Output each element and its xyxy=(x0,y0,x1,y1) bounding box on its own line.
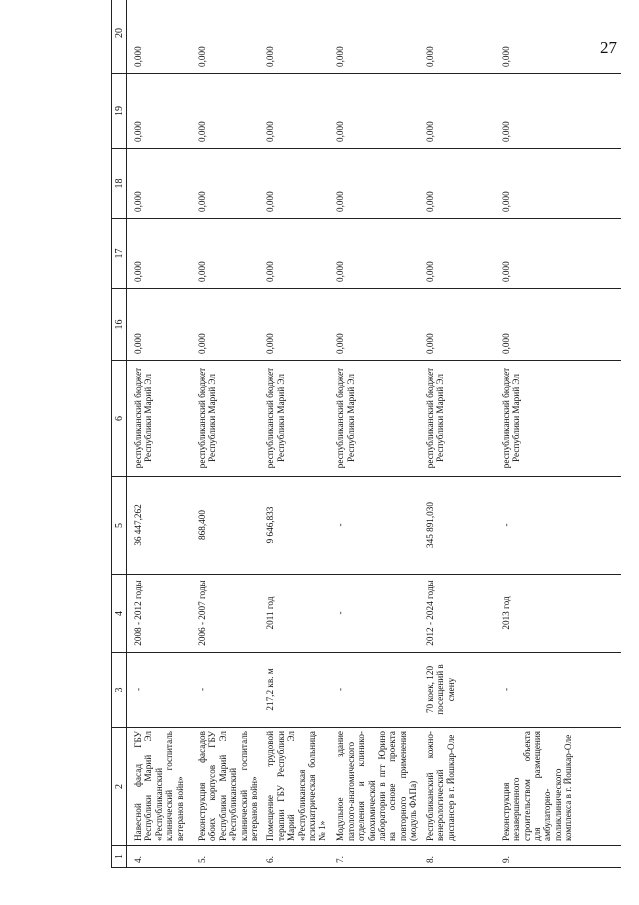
cost: 868,400 xyxy=(191,477,259,575)
value-col-20: 0,000 xyxy=(329,0,418,74)
object-name: Помещение трудовой терапии ГБУ Республики Марий Эл «Республиканская психиатрическая больница № 1» xyxy=(259,728,329,846)
row-number: 8. xyxy=(419,846,495,868)
cost: 345 891,030 xyxy=(419,477,495,575)
value-col-17: 0,000 xyxy=(127,219,192,289)
cost: - xyxy=(495,477,621,575)
capacity: - xyxy=(127,653,192,728)
value-col-17: 0,000 xyxy=(191,219,259,289)
capacity: - xyxy=(191,653,259,728)
row-number: 9. xyxy=(495,846,621,868)
header-cell: 6 xyxy=(112,361,127,477)
header-cell: 3 xyxy=(112,653,127,728)
cost: 9 646,833 xyxy=(259,477,329,575)
value-col-20: 0,000 xyxy=(191,0,259,74)
table-row xyxy=(495,0,621,868)
table-row xyxy=(419,0,495,868)
period: 2008 - 2012 годы xyxy=(127,575,192,653)
value-col-16: 0,000 xyxy=(191,289,259,361)
row-number: 7. xyxy=(329,846,418,868)
funding-source: республиканский бюджет Республики Марий Эл xyxy=(329,361,418,477)
value-col-19: 0,000 xyxy=(419,74,495,149)
value-col-17: 0,000 xyxy=(419,219,495,289)
capacity: - xyxy=(495,653,621,728)
capacity: 70 коек, 120 посещений в смену xyxy=(419,653,495,728)
value-col-18: 0,000 xyxy=(191,149,259,219)
value-col-16: 0,000 xyxy=(495,289,621,361)
cost: 36 447,262 xyxy=(127,477,192,575)
row-number: 5. xyxy=(191,846,259,868)
value-col-19: 0,000 xyxy=(191,74,259,149)
value-col-19: 0,000 xyxy=(259,74,329,149)
cost: - xyxy=(329,477,418,575)
header-cell: 17 xyxy=(112,219,127,289)
header-cell: 4 xyxy=(112,575,127,653)
value-col-20: 0,000 xyxy=(127,0,192,74)
value-col-20: 0,000 xyxy=(419,0,495,74)
funding-source: республиканский бюджет Республики Марий Эл xyxy=(259,361,329,477)
page-number: 27 xyxy=(600,38,617,57)
data-table xyxy=(111,0,621,868)
row-number: 6. xyxy=(259,846,329,868)
value-col-19: 0,000 xyxy=(495,74,621,149)
capacity: 217,2 кв. м xyxy=(259,653,329,728)
value-col-18: 0,000 xyxy=(495,149,621,219)
object-name: Навесной фасад ГБУ Республики Марий Эл «Республиканский клинический госпиталь ветеранов войн» xyxy=(127,728,192,846)
object-name: Республиканский кожно-венерологический диспансер в г. Йошкар-Оле xyxy=(419,728,495,846)
header-cell: 16 xyxy=(112,289,127,361)
table-row xyxy=(127,0,192,868)
funding-source: республиканский бюджет Республики Марий Эл xyxy=(127,361,192,477)
funding-source: республиканский бюджет Республики Марий Эл xyxy=(419,361,495,477)
value-col-18: 0,000 xyxy=(127,149,192,219)
header-cell: 20 xyxy=(112,0,127,74)
object-name: Модульное здание патолого-анатомического отделения и клинико-биохимической лаборатории в пгт Юрино на основе проекта повторного применения (модуль ФАПа) xyxy=(329,728,418,846)
value-col-16: 0,000 xyxy=(419,289,495,361)
funding-source: республиканский бюджет Республики Марий Эл xyxy=(495,361,621,477)
value-col-18: 0,000 xyxy=(259,149,329,219)
value-col-16: 0,000 xyxy=(329,289,418,361)
period: 2012 - 2024 годы xyxy=(419,575,495,653)
value-col-20: 0,000 xyxy=(495,0,621,74)
header-cell: 5 xyxy=(112,477,127,575)
capacity: - xyxy=(329,653,418,728)
value-col-19: 0,000 xyxy=(127,74,192,149)
header-cell: 1 xyxy=(112,846,127,868)
period: 2013 год xyxy=(495,575,621,653)
row-number: 4. xyxy=(127,846,192,868)
table-row xyxy=(329,0,418,868)
header-cell: 19 xyxy=(112,74,127,149)
table-row xyxy=(191,0,259,868)
header-cell: 2 xyxy=(112,728,127,846)
period: - xyxy=(329,575,418,653)
value-col-18: 0,000 xyxy=(329,149,418,219)
value-col-17: 0,000 xyxy=(259,219,329,289)
value-col-19: 0,000 xyxy=(329,74,418,149)
value-col-16: 0,000 xyxy=(127,289,192,361)
header-row xyxy=(112,0,127,868)
table-row xyxy=(259,0,329,868)
rotated-table-container xyxy=(111,13,639,868)
value-col-17: 0,000 xyxy=(495,219,621,289)
object-name: Реконструкция незавершенного строительством объекта для размещения амбулаторно-поликлинического комплекса в г. Йошкар-Оле xyxy=(495,728,621,846)
period: 2011 год xyxy=(259,575,329,653)
period: 2006 - 2007 годы xyxy=(191,575,259,653)
value-col-16: 0,000 xyxy=(259,289,329,361)
value-col-18: 0,000 xyxy=(419,149,495,219)
value-col-17: 0,000 xyxy=(329,219,418,289)
object-name: Реконструкция фасадов обоих корпусов ГБУ Республики Марий Эл «Республиканский клинический госпиталь ветеранов войн» xyxy=(191,728,259,846)
value-col-20: 0,000 xyxy=(259,0,329,74)
header-cell: 18 xyxy=(112,149,127,219)
funding-source: республиканский бюджет Республики Марий Эл xyxy=(191,361,259,477)
